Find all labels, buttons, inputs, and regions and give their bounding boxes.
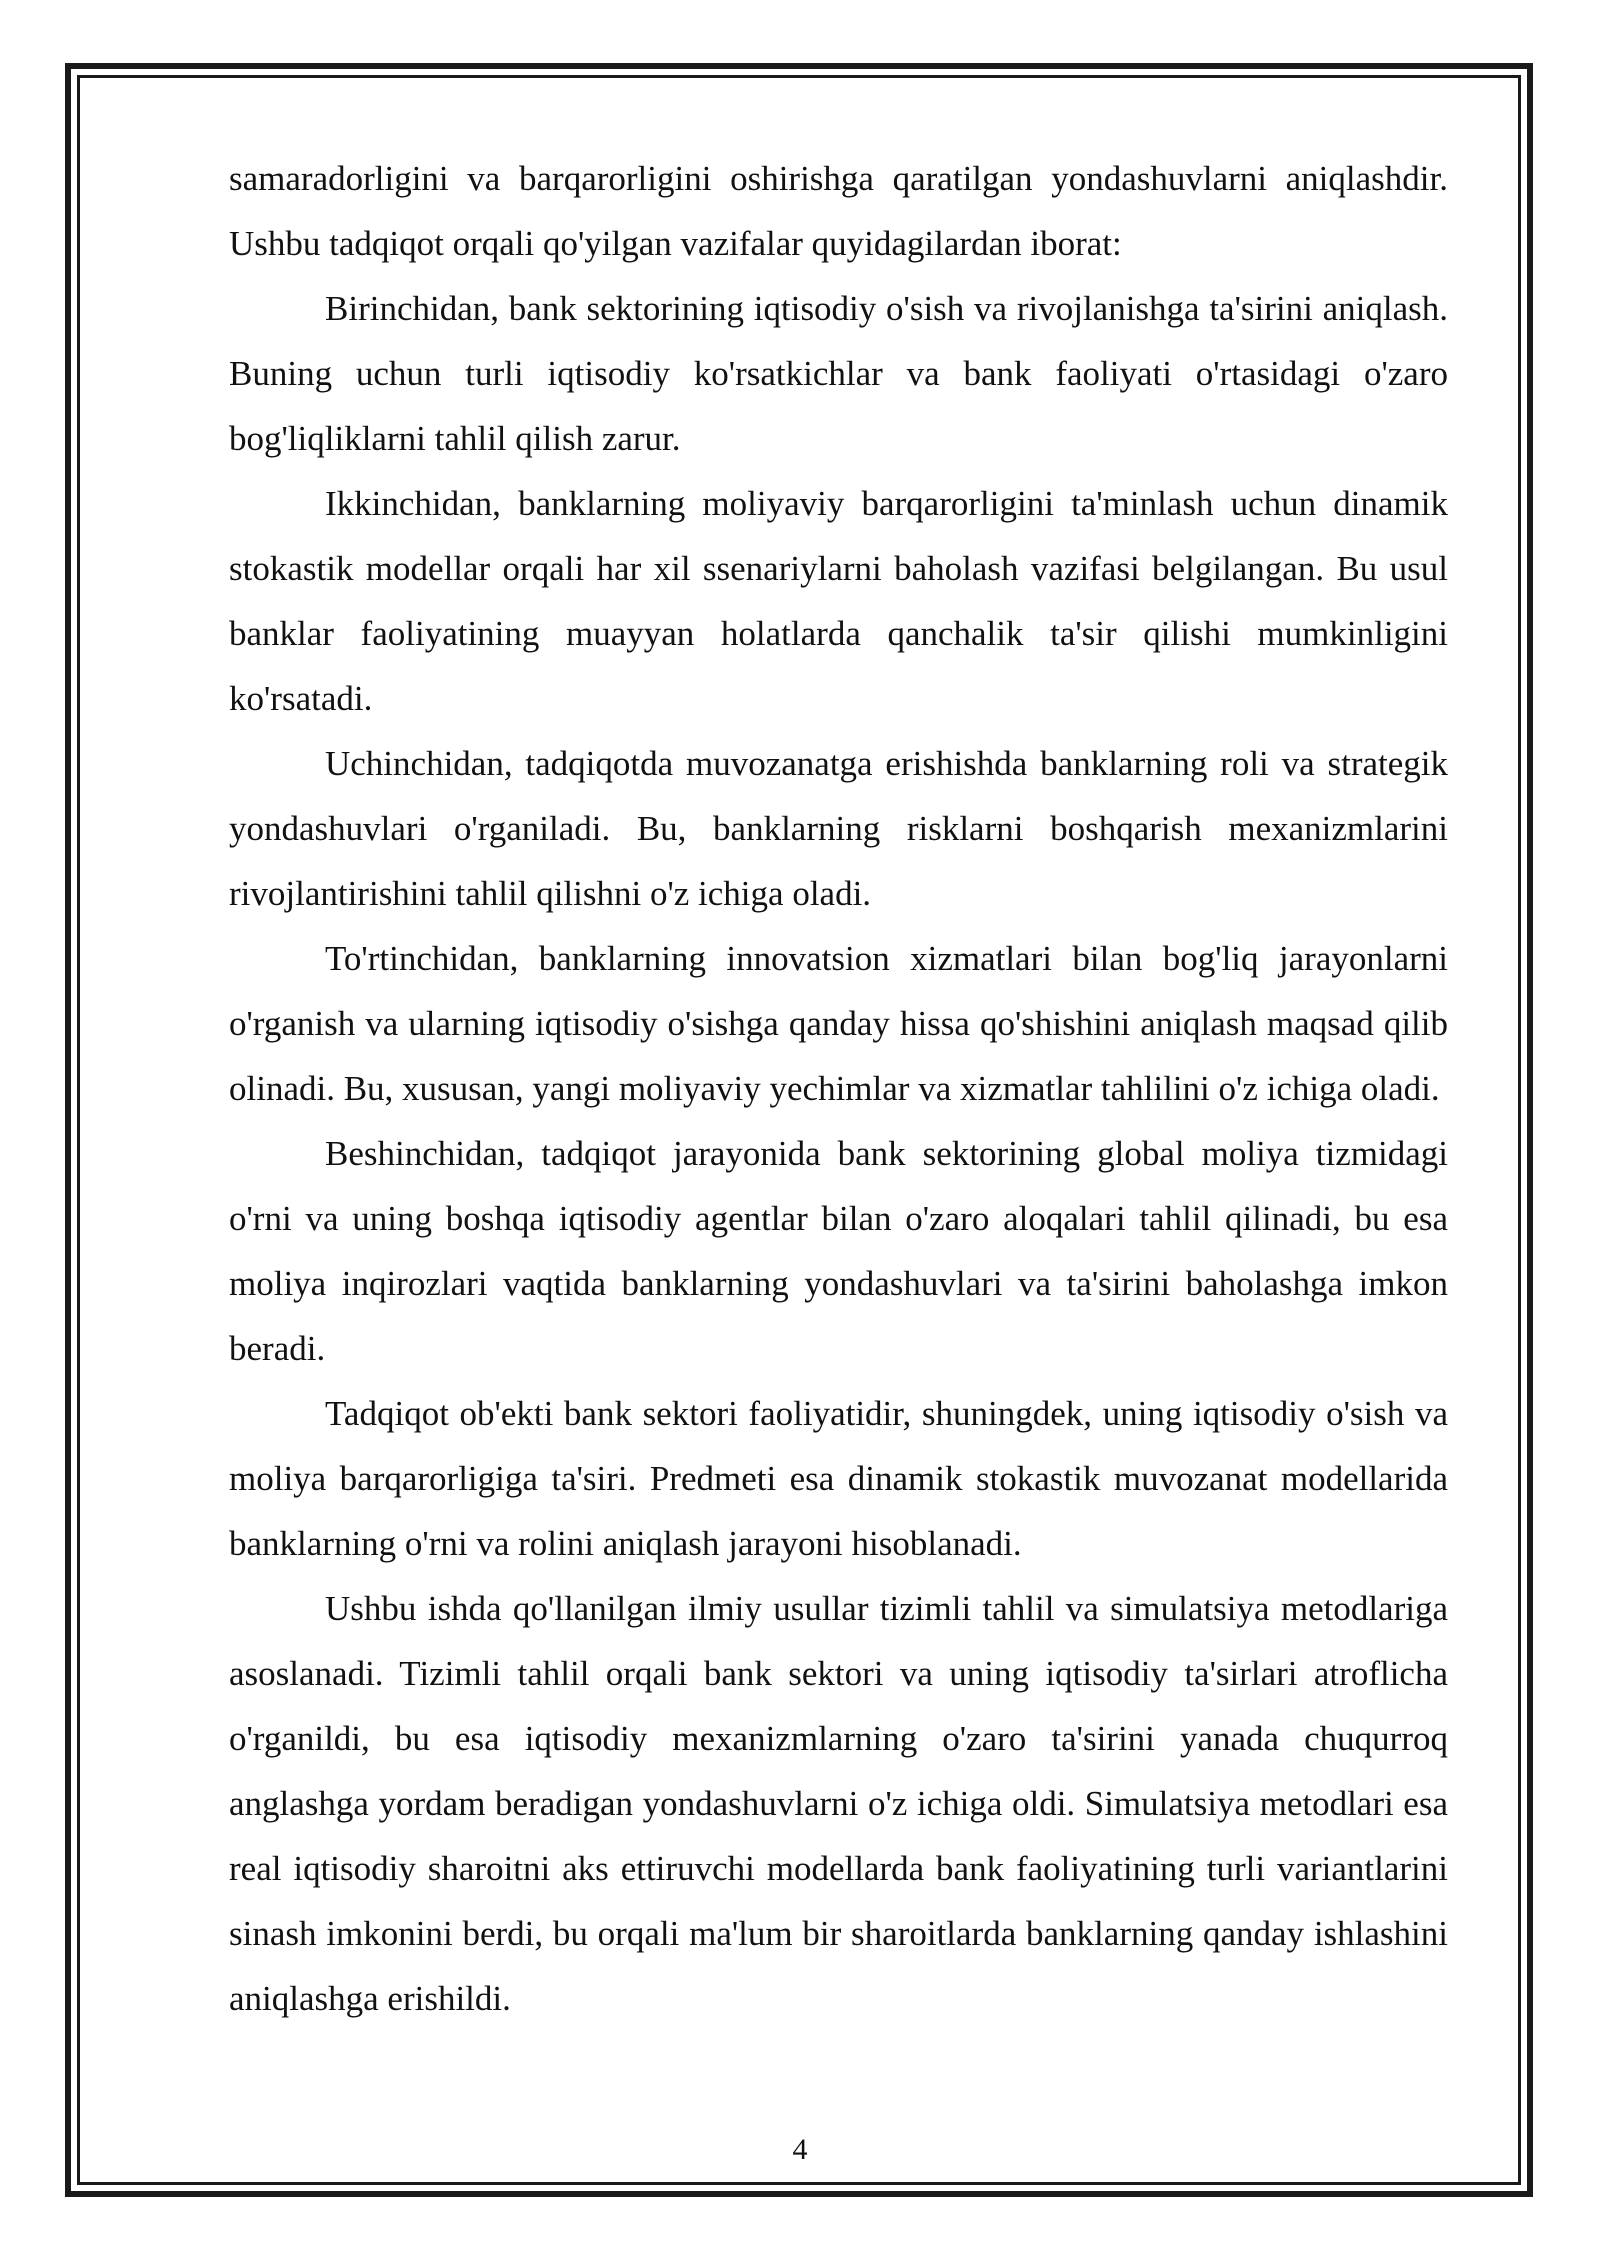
paragraph-uchinchidan: Uchinchidan, tadqiqotda muvozanatga erishishda banklarning roli va strategik yondashuvlari o'rganiladi. Bu, banklarning risklarni boshqarish mexanizmlarini rivojlantirishini tahlil qilishni o'z ichiga oladi. <box>229 744 1448 913</box>
paragraph-methods: Ushbu ishda qo'llanilgan ilmiy usullar tizimli tahlil va simulatsiya metodlariga asoslanadi. Tizimli tahlil orqali bank sektori va uning iqtisodiy ta'sirlari atroflicha o'rganildi, bu esa iqtisodiy mexanizmlarning o'zaro ta'sirini yanada chuqurroq anglashga yordam beradigan yondashuvlarni o'z ichiga oldi. Simulatsiya metodlari esa real iqtisodiy sharoitni aks ettiruvchi modellarda bank faoliyatining turli variantlarini sinash imkonini berdi, bu orqali ma'lum bir sharoitlarda banklarning qanday ishlashini aniqlashga erishildi. <box>229 1589 1448 2018</box>
paragraph-tortinchidan: To'rtinchidan, banklarning innovatsion xizmatlari bilan bog'liq jarayonlarni o'rganish va ularning iqtisodiy o'sishga qanday hissa qo'shishini aniqlash maqsad qilib olinadi. Bu, xususan, yangi moliyaviy yechimlar va xizmatlar tahlilini o'z ichiga oladi. <box>229 939 1448 1108</box>
document-body <box>229 146 1448 2031</box>
paragraph-continuation: samaradorligini va barqarorligini oshirishga qaratilgan yondashuvlarni aniqlashdir. Ushbu tadqiqot orqali qo'yilgan vazifalar quyidagilardan iborat: <box>229 159 1448 263</box>
paragraph-birinchidan: Birinchidan, bank sektorining iqtisodiy o'sish va rivojlanishga ta'sirini aniqlash. Buning uchun turli iqtisodiy ko'rsatkichlar va bank faoliyati o'rtasidagi o'zaro bog'liqliklarni tahlil qilish zarur. <box>229 289 1448 458</box>
paragraph-research-object: Tadqiqot ob'ekti bank sektori faoliyatidir, shuningdek, uning iqtisodiy o'sish va moliya barqarorligiga ta'siri. Predmeti esa dinamik stokastik muvozanat modellarida banklarning o'rni va rolini aniqlash jarayoni hisoblanadi. <box>229 1394 1448 1563</box>
paragraph-ikkinchidan: Ikkinchidan, banklarning moliyaviy barqarorligini ta'minlash uchun dinamik stokastik modellar orqali har xil ssenariylarni baholash vazifasi belgilangan. Bu usul banklar faoliyatining muayyan holatlarda qanchalik ta'sir qilishi mumkinligini ko'rsatadi. <box>229 484 1448 718</box>
page-number: 4 <box>792 2133 808 2166</box>
paragraph-beshinchidan: Beshinchidan, tadqiqot jarayonida bank sektorining global moliya tizmidagi o'rni va uning boshqa iqtisodiy agentlar bilan o'zaro aloqalari tahlil qilinadi, bu esa moliya inqirozlari vaqtida banklarning yondashuvlari va ta'sirini baholashga imkon beradi. <box>229 1134 1448 1368</box>
